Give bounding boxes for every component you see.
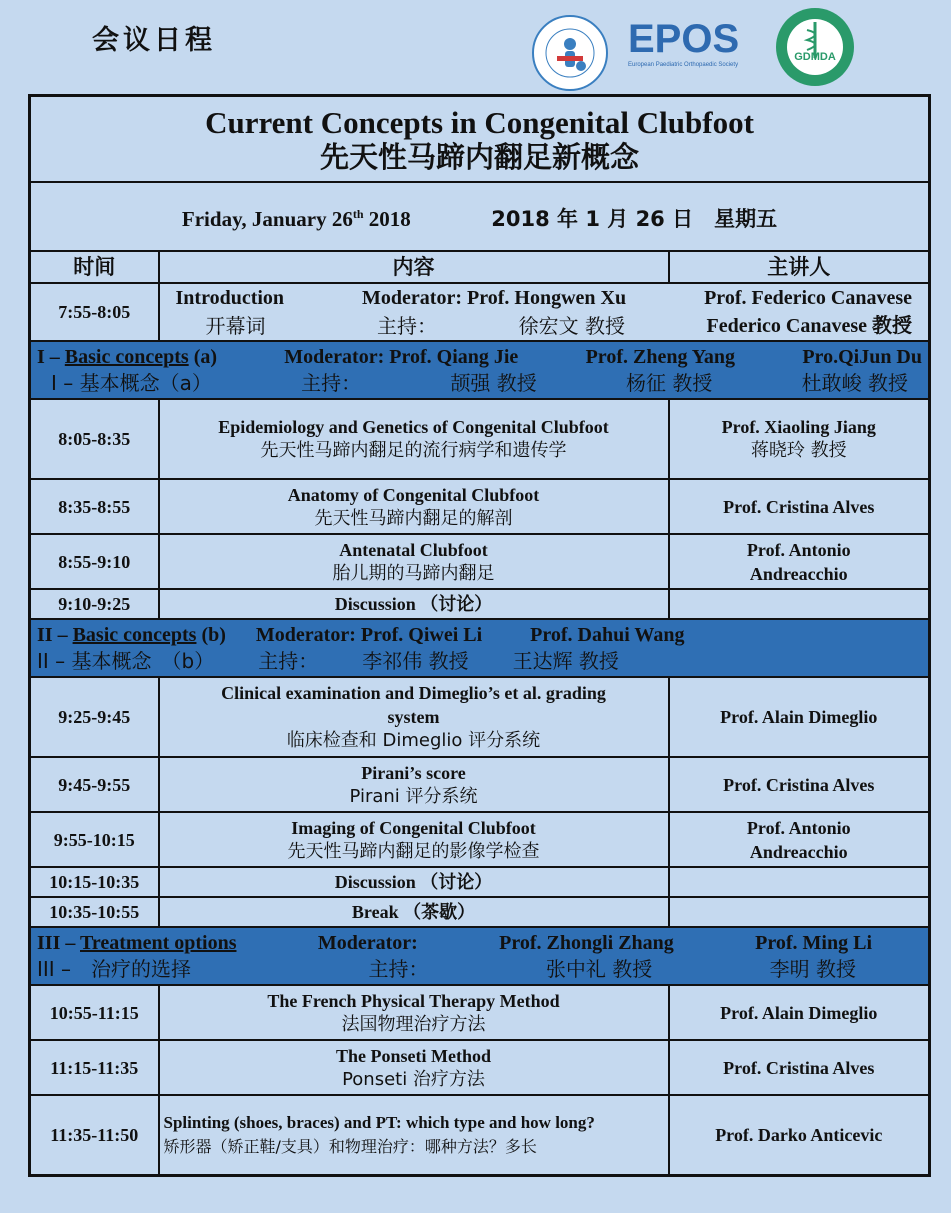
table-row <box>30 479 930 534</box>
topic-en: Anatomy of Congenital Clubfoot <box>287 484 540 505</box>
speaker-en: Prof. Cristina Alves <box>669 757 930 812</box>
section-title: Basic concepts <box>72 624 197 646</box>
topic-en: Splinting (shoes, braces) and PT: which type and how long? <box>163 1113 595 1132</box>
table-row <box>30 1040 930 1095</box>
section-moderator: Prof. Dahui Wang <box>530 624 685 646</box>
topic-cn: 先天性马蹄内翻足的流行病学和遗传学 <box>260 440 567 461</box>
section-moderator: Prof. Ming Li <box>755 932 873 954</box>
topic-en: Break （茶歇） <box>159 897 669 927</box>
time-cell: 8:05-8:35 <box>30 399 159 479</box>
epos-logo <box>626 14 758 74</box>
topic-en: Pirani’s score <box>361 762 466 783</box>
topic-cn: 先天性马蹄内翻足的影像学检查 <box>287 840 540 862</box>
section-title: Treatment options <box>80 932 237 954</box>
time-cell: 9:45-9:55 <box>30 757 159 812</box>
intro-speaker-en: Prof. Federico Canavese <box>704 287 912 309</box>
section-moderator: Prof. Zhongli Zhang <box>499 932 674 954</box>
intro-moderator-en: Moderator: Prof. Hongwen Xu <box>362 287 627 309</box>
time-cell: 8:55-9:10 <box>30 534 159 589</box>
topic-cn: Ponseti 治疗方法 <box>342 1068 485 1090</box>
topic-en: The French Physical Therapy Method <box>267 990 560 1011</box>
date-en: Friday, January 26th 2018 <box>181 207 411 231</box>
table-row <box>30 867 930 897</box>
topic-cn: 临床检查和 Dimeglio 评分系统 <box>286 730 541 751</box>
topic-en: Discussion （讨论） <box>159 589 669 619</box>
section-moderator: Moderator: Prof. Qiwei Li <box>255 624 483 646</box>
date-row <box>30 182 930 251</box>
speaker-en: Prof. Antonio Andreacchio <box>669 812 930 867</box>
title-cn: 先天性马蹄内翻足新概念 <box>320 140 640 174</box>
section-header: II – Basic concepts (b) Moderator: Prof. Qiwei Li Prof. Dahui Wang II – 基本概念 （b） 主持： 李祁伟 教授 王达辉 教授 <box>30 619 930 677</box>
table-row <box>30 534 930 589</box>
speaker-en: Prof. Xiaoling Jiang <box>721 417 876 437</box>
topic-cn: Pirani 评分系统 <box>349 785 478 807</box>
intro-row <box>30 283 930 341</box>
intro-speaker-cn: Federico Canavese 教授 <box>706 315 913 337</box>
section-header: III – Treatment options Moderator: Prof. Zhongli Zhang Prof. Ming Li III – 治疗的选择 主持： 张中礼 教授 李明 教授 <box>30 927 930 985</box>
time-cell: 11:15-11:35 <box>30 1040 159 1095</box>
speaker-cn: 蒋晓玲 教授 <box>750 440 847 461</box>
intro-moderator-cn: 徐宏文 教授 <box>518 314 625 338</box>
table-row <box>30 812 930 867</box>
topic-cn: 胎儿期的马蹄内翻足 <box>332 562 495 584</box>
speaker-en: Prof. Cristina Alves <box>669 1040 930 1095</box>
time-cell: 8:35-8:55 <box>30 479 159 534</box>
table-row <box>30 757 930 812</box>
title-en: Current Concepts in Congenital Clubfoot <box>205 105 754 140</box>
section-moderator: Moderator: <box>317 932 418 954</box>
time-cell: 11:35-11:50 <box>30 1095 159 1176</box>
topic-en: Clinical examination and Dimeglio’s et al. grading system <box>221 683 606 727</box>
column-header-row <box>30 251 930 283</box>
speaker-en: Prof. Alain Dimeglio <box>669 677 930 757</box>
time-cell: 10:35-10:55 <box>30 897 159 927</box>
speaker-en: Prof. Antonio Andreacchio <box>669 534 930 589</box>
intro-moderator-label-cn: 主持： <box>377 314 438 338</box>
time-cell: 9:55-10:15 <box>30 812 159 867</box>
section-title: Basic concepts <box>64 346 189 368</box>
schedule-table <box>28 94 931 1177</box>
topic-en: Discussion （讨论） <box>159 867 669 897</box>
topic-en: Epidemiology and Genetics of Congenital Clubfoot <box>218 417 609 437</box>
speaker-en: Prof. Darko Anticevic <box>669 1095 930 1176</box>
topic-cn: 矫形器（矫正鞋/支具）和物理治疗：哪种方法？多长 <box>163 1137 537 1156</box>
time-cell: 9:25-9:45 <box>30 677 159 757</box>
table-row <box>30 985 930 1040</box>
section-moderator: Moderator: Prof. Qiang Jie <box>284 346 519 368</box>
topic-en: The Ponseti Method <box>336 1045 491 1066</box>
table-row <box>30 897 930 927</box>
section-moderator: Prof. Zheng Yang <box>585 346 736 368</box>
table-row <box>30 1095 930 1176</box>
intro-label-en: Introduction <box>175 287 285 309</box>
column-header-content: 内容 <box>159 251 669 283</box>
title-row <box>30 96 930 183</box>
table-row <box>30 677 930 757</box>
section-moderator: Pro.QiJun Du <box>802 346 923 368</box>
time-cell: 10:15-10:35 <box>30 867 159 897</box>
column-header-speaker: 主讲人 <box>669 251 930 283</box>
table-row <box>30 399 930 479</box>
time-cell: 9:10-9:25 <box>30 589 159 619</box>
speaker-en: Prof. Cristina Alves <box>669 479 930 534</box>
time-cell: 7:55-8:05 <box>30 283 159 341</box>
epos-logo-text: EPOS <box>628 17 740 61</box>
table-row <box>30 589 930 619</box>
date-cn: 2018 年 1 月 26 日 星期五 <box>491 207 778 231</box>
epos-logo-subtitle: European Paediatric Orthopaedic Society <box>628 62 739 68</box>
topic-cn: 先天性马蹄内翻足的解剖 <box>314 507 513 529</box>
intro-label-cn: 开幕词 <box>205 314 266 338</box>
topic-en: Antenatal Clubfoot <box>339 539 488 560</box>
column-header-time: 时间 <box>30 251 159 283</box>
section-header: I – Basic concepts (a) Moderator: Prof. Qiang Jie Prof. Zheng Yang Pro.QiJun Du I – 基本概念（a） 主持： 颉强 教授 杨征 教授 杜敢峻 教授 <box>30 341 930 399</box>
gdmda-logo <box>774 6 856 88</box>
topic-en: Imaging of Congenital Clubfoot <box>291 817 536 838</box>
gdmda-logo-text: GDMDA <box>794 51 836 63</box>
hospital-logo <box>531 14 609 92</box>
page-heading: 会议日程 <box>92 25 216 56</box>
speaker-en: Prof. Alain Dimeglio <box>669 985 930 1040</box>
time-cell: 10:55-11:15 <box>30 985 159 1040</box>
topic-cn: 法国物理治疗方法 <box>341 1013 486 1035</box>
